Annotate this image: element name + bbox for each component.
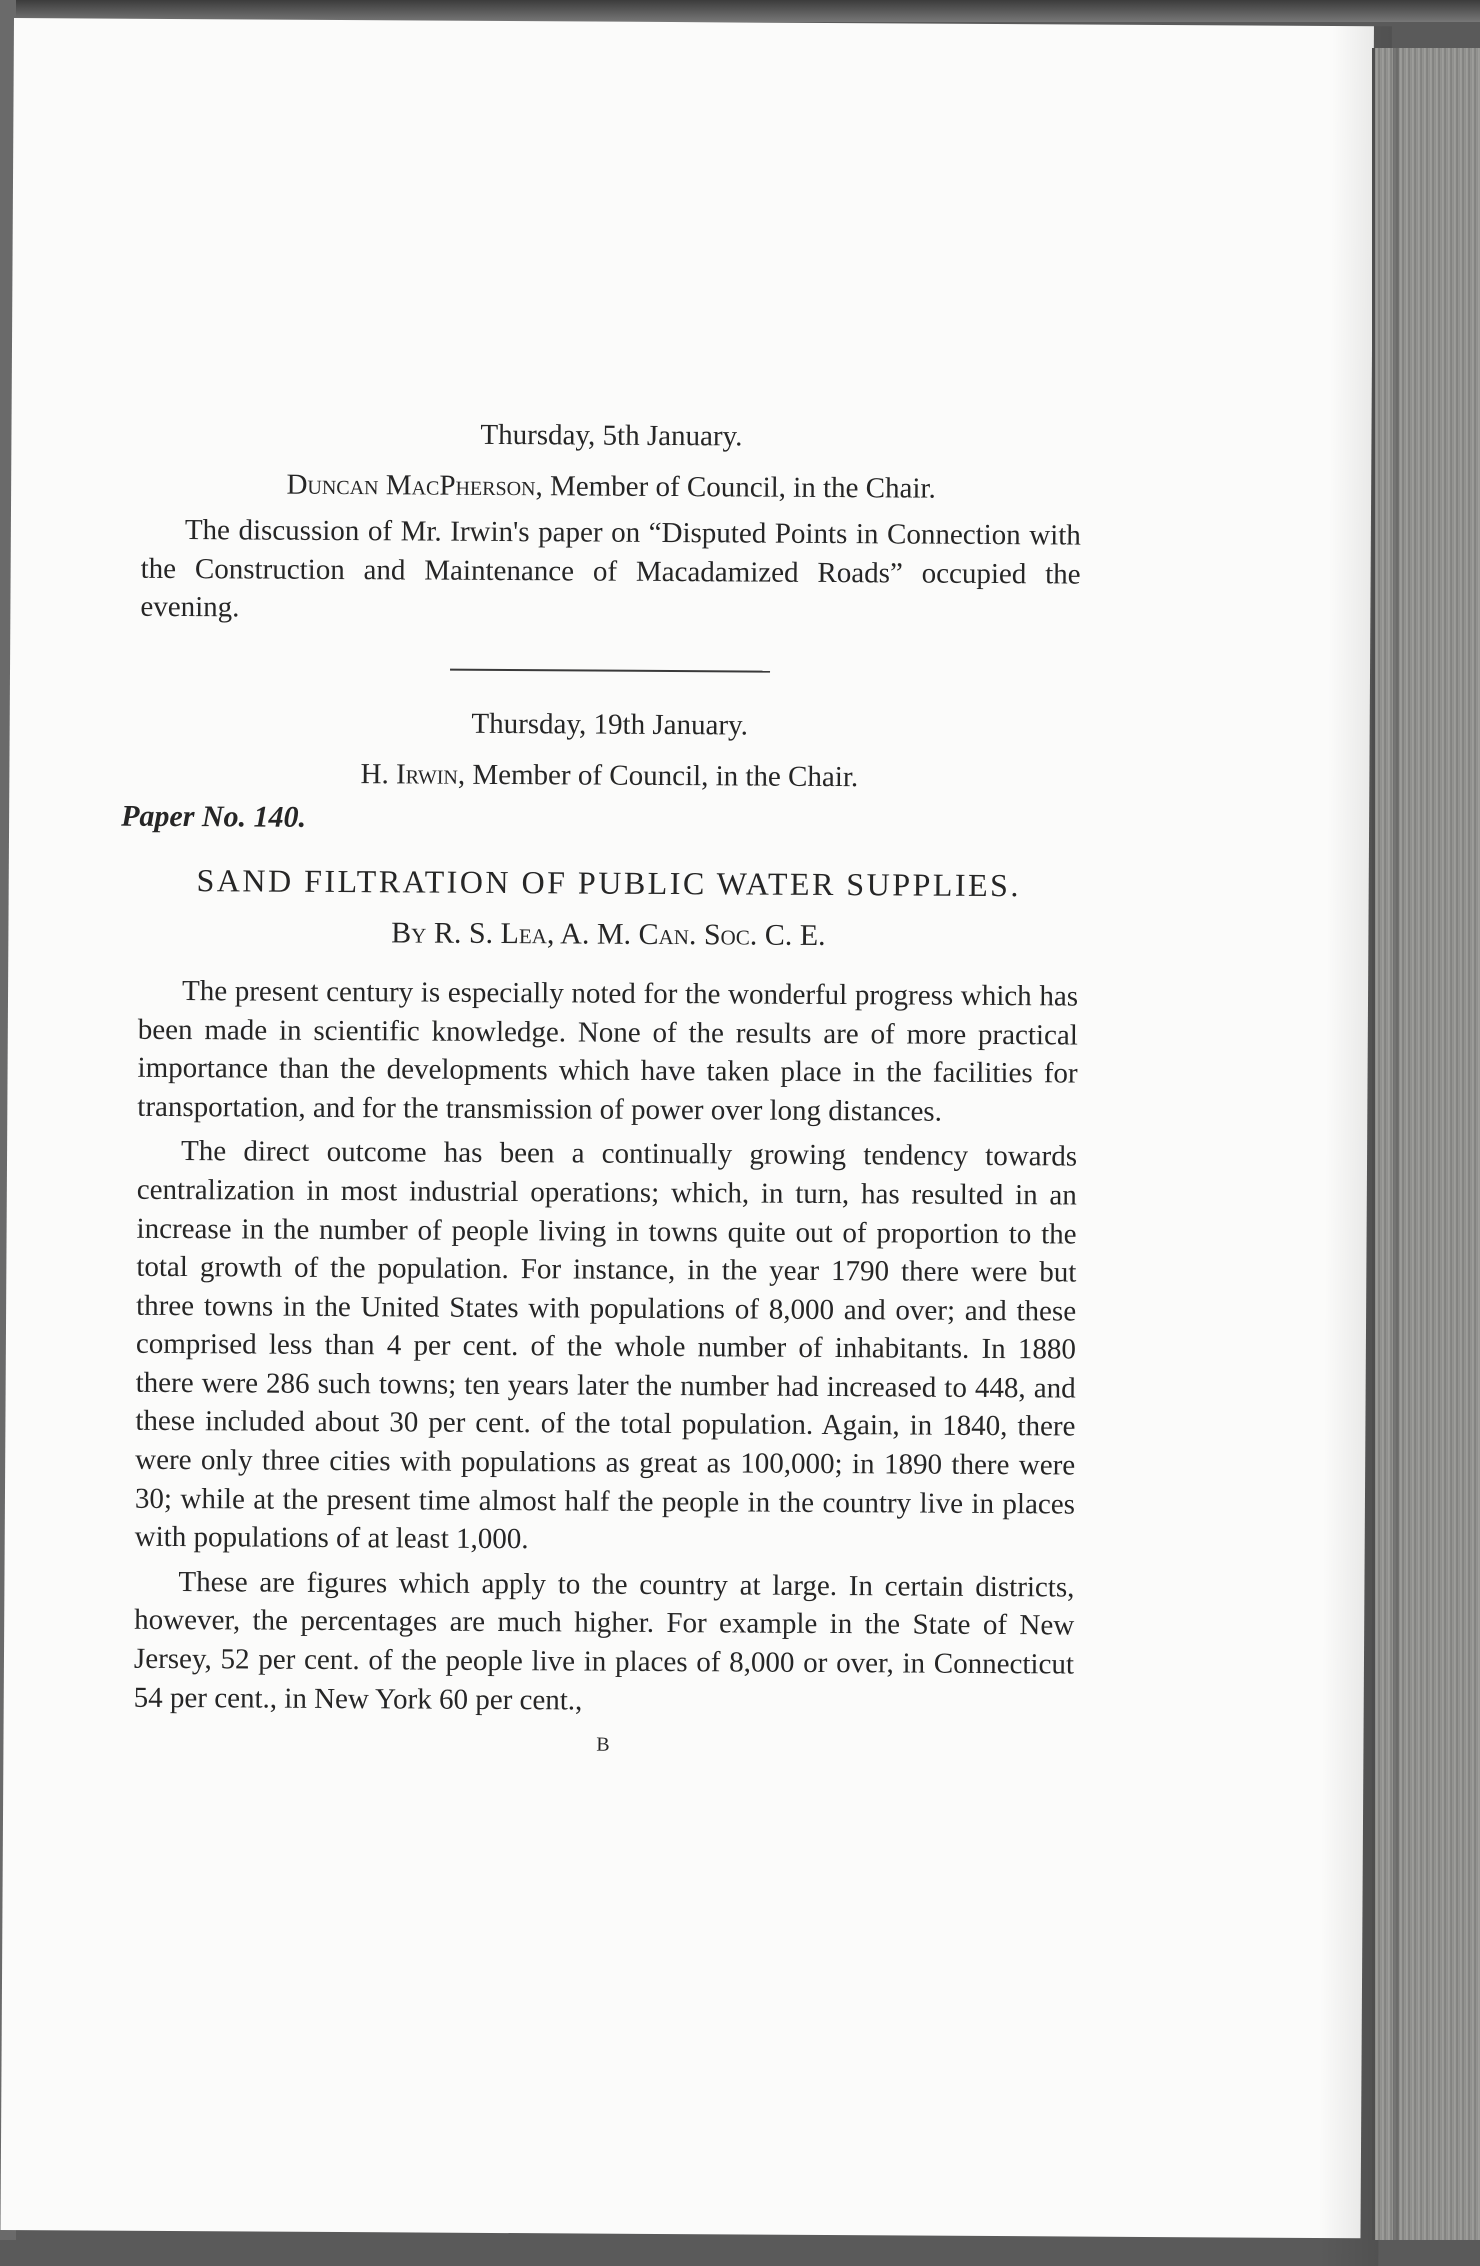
meeting1-text: The discussion of Mr. Irwin's paper on “Disputed Points in Connection with the Construction and Maintenance of Macadamized Roads” occupied the evening.	[140, 514, 1081, 624]
body-paragraph-3: These are figures which apply to the country at large. In certain districts, however, the percentages are much higher. For example in the State of New Jersey, 52 per cent. of the people live in places of 8,000 or over, in Connecticut 54 per cent., in New York 60 per cent.,	[133, 1565, 1075, 1717]
meeting2-date: Thursday, 19th January.	[471, 707, 749, 742]
paper-byline: By R. S. Lea, A. M. Can. Soc. C. E.	[391, 916, 826, 953]
page-text	[121, 414, 1081, 1768]
section-divider	[450, 669, 770, 673]
meeting1-date: Thursday, 5th January.	[480, 418, 743, 453]
book-page-edges	[1372, 48, 1480, 2240]
book-edge-line	[1393, 48, 1399, 2240]
paper-number: Paper No. 140.	[121, 799, 307, 834]
meeting1-chair	[141, 464, 1081, 508]
meeting1-chair-role: , Member of Council, in the Chair.	[535, 469, 936, 505]
body-paragraph-1: The present century is especially noted for the wonderful progress which has been made in scientific knowledge. None of the results are of more practical importance than the developments which have taken place in the facilities for transportation, and for the transmission of power over long distances.	[137, 974, 1079, 1128]
paper-title: SAND FILTRATION OF PUBLIC WATER SUPPLIES.	[196, 861, 1022, 903]
signature-mark: B	[596, 1733, 611, 1756]
meeting2-chair-role: , Member of Council, in the Chair.	[457, 758, 859, 793]
meeting2-chair-name: H. Irwin	[360, 757, 459, 791]
meeting2-chair	[139, 753, 1079, 797]
book-page	[0, 18, 1373, 2238]
meeting1-chair-name: Duncan MacPherson	[286, 468, 536, 502]
body-paragraph-2: The direct outcome has been a continually growing tendency towards centralization in most industrial operations; which, in turn, has resulted in an increase in the number of people living in towns quite out of proportion to the total growth of the population. For instance, in the year 1790 there were but three towns in the United States with populations of 8,000 and over; and these comprised less than 4 per cent. of the whole number of inhabitants. In 1880 there were 286 such towns; ten years later the number had increased to 448, and these included about 30 per cent. of the total population. Again, in 1840, there were only three cities with populations as great as 100,000; in 1890 there were 30; while at the present time almost half the people in the country live in places with populations of at least 1,000.	[134, 1135, 1078, 1556]
